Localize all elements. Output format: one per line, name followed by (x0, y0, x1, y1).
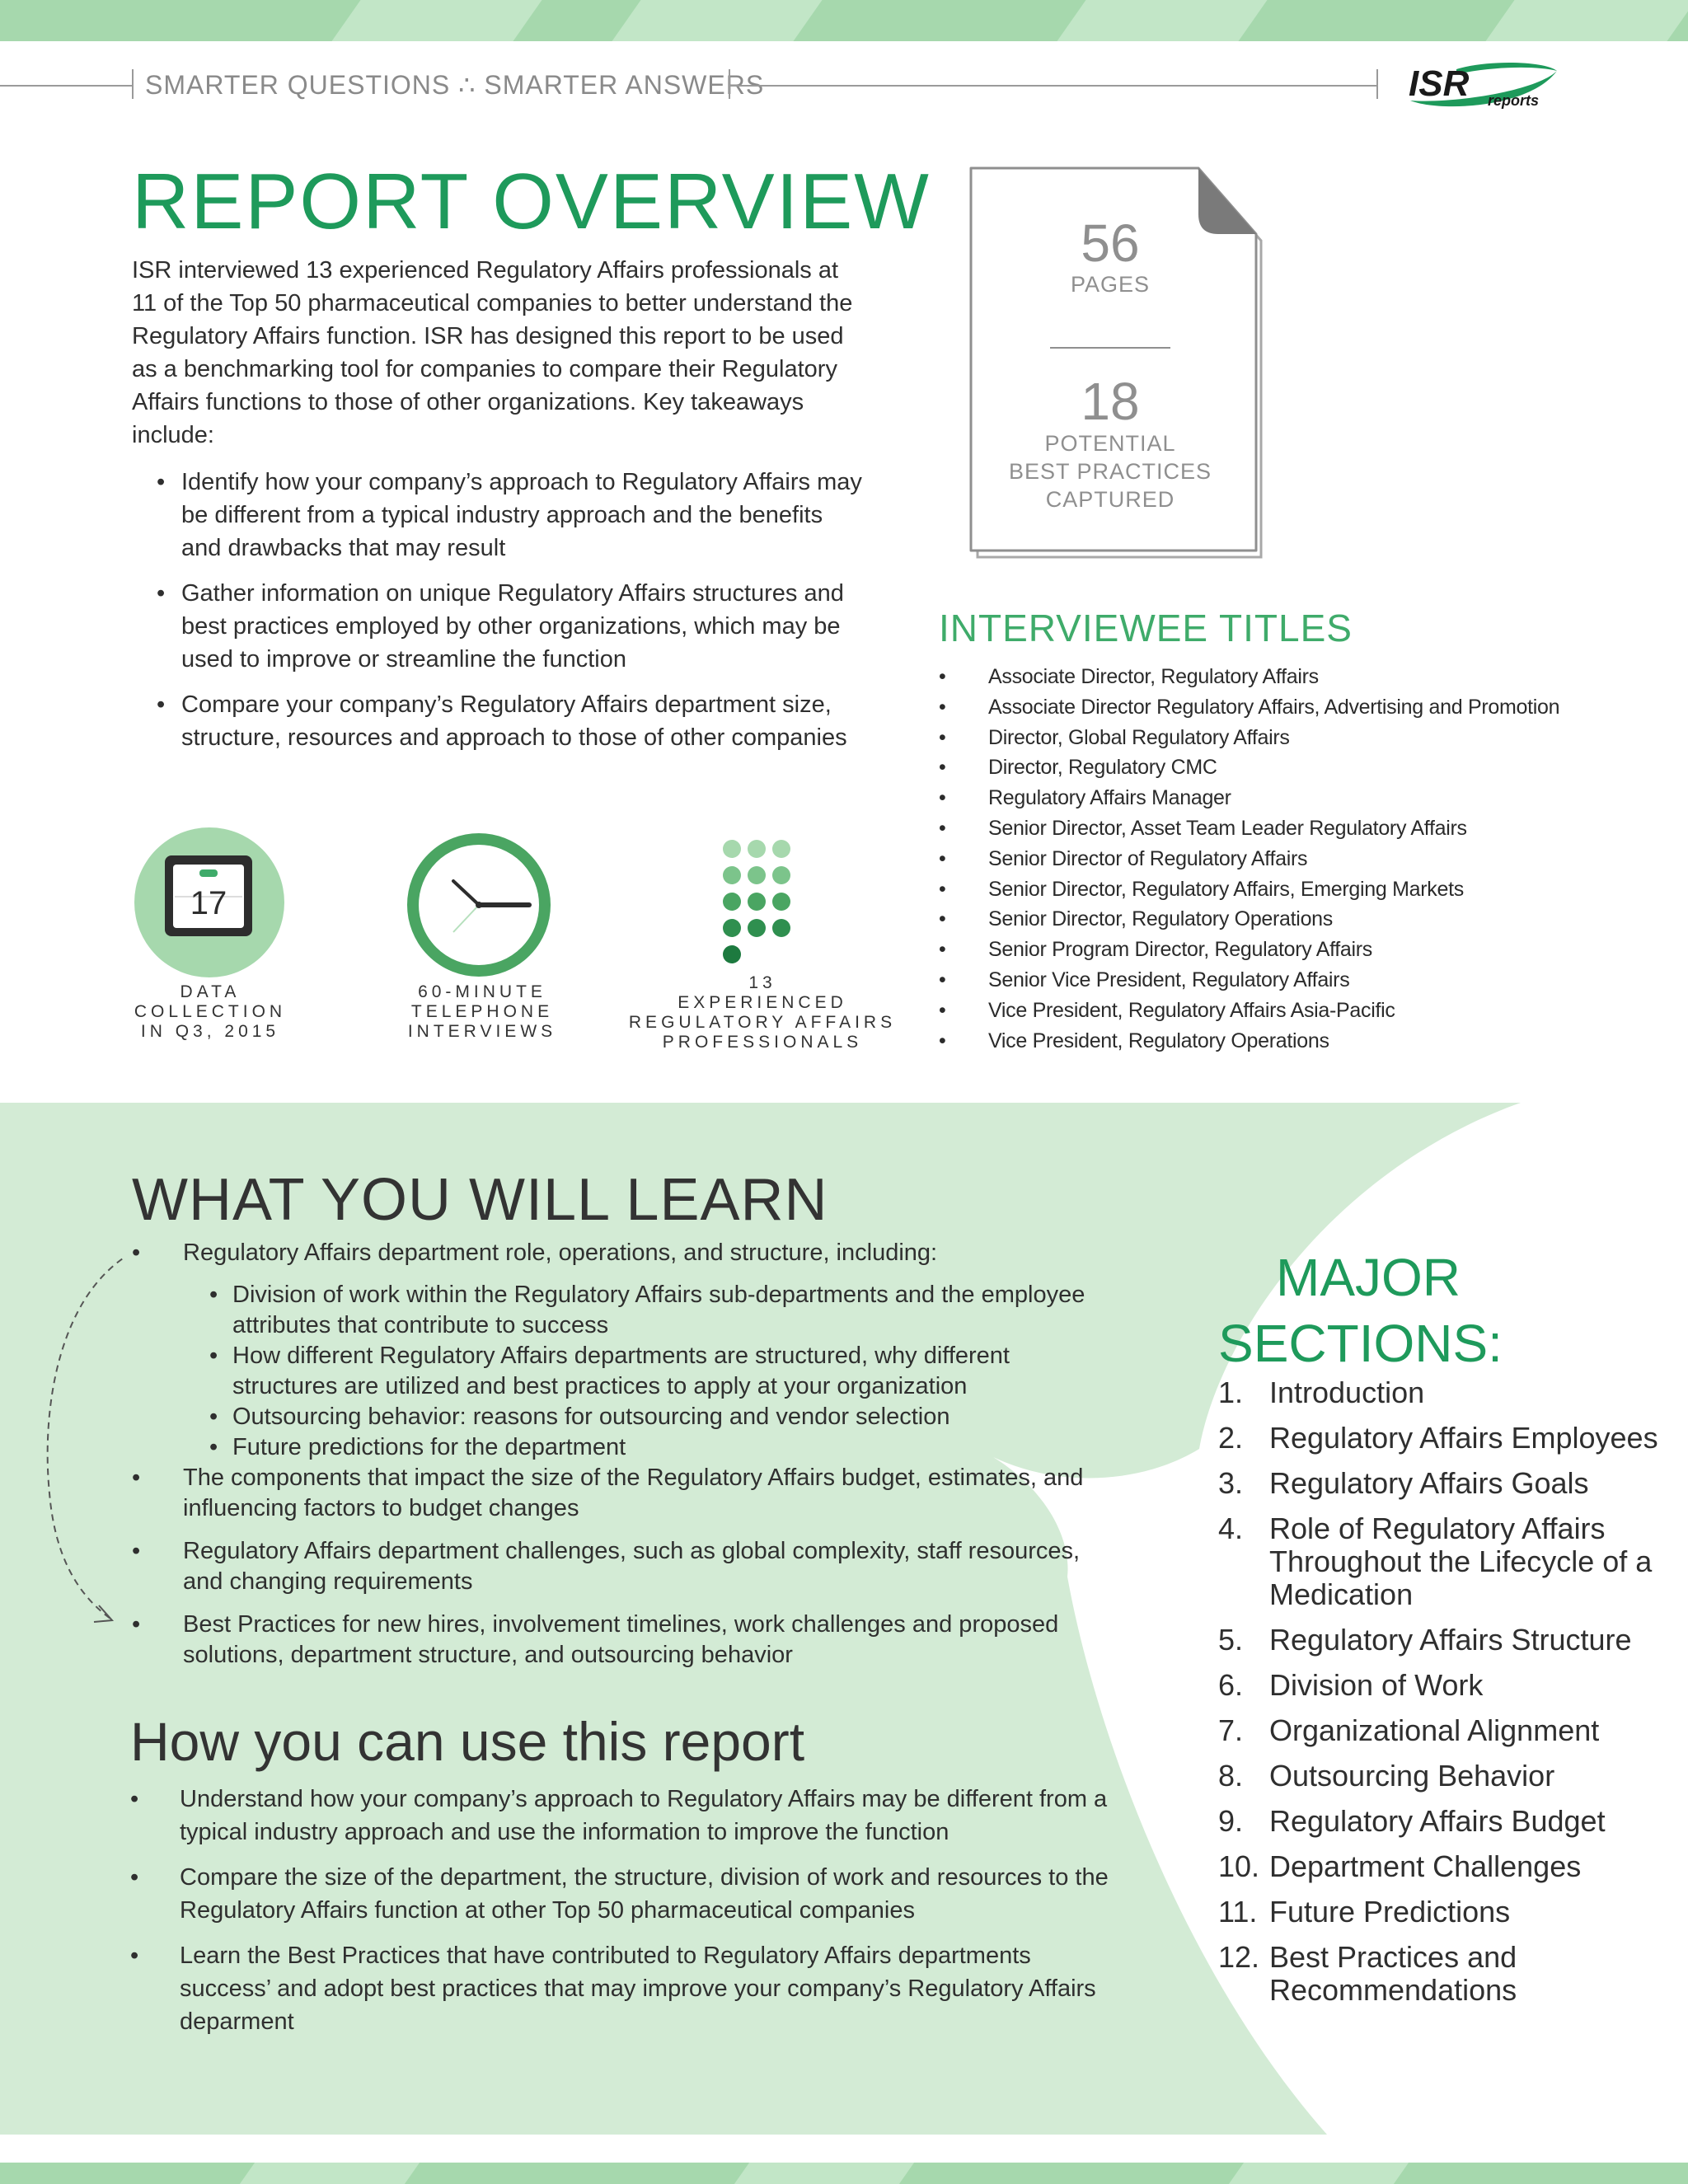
learn-item: • The components that impact the size of the Regulatory Affairs budget, estimates, and influencing factors to budget changes (132, 1463, 1104, 1524)
interviewee-title: • Senior Program Director, Regulatory Affairs (939, 935, 1559, 965)
people-dots-icon (720, 837, 803, 964)
dashed-arrow-icon (41, 1246, 124, 1625)
section-item: 2. Regulatory Affairs Employees (1218, 1421, 1658, 1455)
report-overview-title: REPORT OVERVIEW (132, 157, 931, 246)
section-item: 4. Role of Regulatory Affairs Throughout the Lifecycle of a Medication (1218, 1511, 1653, 1611)
takeaway-item: • Gather information on unique Regulatory Affairs structures and best practices employed by other organizations, which may be used to improve or streamline the function (157, 577, 865, 676)
learn-item: • Best Practices for new hires, involvement timelines, work challenges and proposed solutions, department structure, and outsourcing behavior (132, 1610, 1104, 1671)
learn-item: • Regulatory Affairs department challenges, such as global complexity, staff resources, and changing requirements (132, 1536, 1104, 1597)
practices-label: POTENTIAL (1044, 431, 1176, 456)
band-stripe (331, 0, 542, 41)
band-stripe (612, 0, 822, 41)
practices-value: 18 (1081, 372, 1140, 431)
dot (723, 945, 741, 963)
top-band (0, 0, 1688, 41)
section-item: 1. Introduction (1218, 1376, 1425, 1409)
use-item: • Compare the size of the department, the structure, division of work and resources to the Regulatory Affairs function at other Top 50 pharmaceutical companies (130, 1861, 1119, 1927)
section-item: 12. Best Practices and Recommendations (1218, 1940, 1517, 2007)
header-rule (0, 85, 132, 87)
bottom-band (0, 2163, 1688, 2184)
band-stripe (240, 2163, 420, 2184)
stat-professionals: 13 EXPERIENCED REGULATORY AFFAIRS PROFESSIONALS (628, 973, 897, 1052)
takeaway-item: • Identify how your company’s approach to Regulatory Affairs may be different from a typical industry approach and the benefits and drawbacks that may result (157, 466, 865, 565)
dot-row (723, 866, 790, 884)
practices-label: BEST PRACTICES (1008, 459, 1212, 484)
interviewee-title: • Vice President, Regulatory Affairs Asia-Pacific (939, 996, 1559, 1026)
learn-sublist (183, 1280, 1104, 1463)
calendar-icon (134, 827, 285, 978)
section-item: 5. Regulatory Affairs Structure (1218, 1623, 1632, 1657)
band-stripe (734, 2163, 914, 2184)
calendar-ring (199, 869, 218, 877)
interviewee-title: • Regulatory Affairs Manager (939, 783, 1559, 813)
use-item: • Learn the Best Practices that have contributed to Regulatory Affairs departments success’ and adopt best practices that may improve your company’s Regulatory Affairs deparment (130, 1939, 1119, 2038)
pages-label: PAGES (1070, 272, 1151, 297)
takeaways-list (157, 466, 865, 766)
stat-data-collection: DATA COLLECTION IN Q3, 2015 (134, 982, 287, 1041)
header-rule-tick (1376, 69, 1378, 99)
logo-swoosh (1456, 63, 1557, 74)
interviewee-title: • Senior Director, Regulatory Affairs, Emerging Markets (939, 874, 1559, 905)
interviewee-title: • Senior Director, Regulatory Operations (939, 904, 1559, 935)
tagline: SMARTER QUESTIONS ∴ SMARTER ANSWERS (145, 70, 765, 100)
dashed-arrow-path (48, 1253, 124, 1619)
logo-sub: reports (1488, 92, 1540, 109)
interviewee-title: • Vice President, Regulatory Operations (939, 1026, 1559, 1057)
overview-intro: ISR interviewed 13 experienced Regulatory Affairs professionals at 11 of the Top 50 pharmaceutical companies to better understand the Regulatory Affairs function. ISR has designed this report to be used as a benchmarking tool for companies to compare their Regulatory Affairs functions to those of other organizations. Key takeaways include: (132, 257, 853, 448)
section-item: 3. Regulatory Affairs Goals (1218, 1466, 1589, 1500)
header-rule (729, 85, 1378, 87)
section-item: 8. Outsourcing Behavior (1218, 1759, 1555, 1793)
band-stripe (1057, 0, 1267, 41)
header-rule-tick (132, 69, 134, 99)
dot-row (723, 893, 790, 911)
interviewee-title: • Senior Director, Asset Team Leader Regulatory Affairs (939, 813, 1559, 844)
learn-subitem: • How different Regulatory Affairs departments are structured, why different structures are utilized and best practices to apply at your organization (183, 1341, 1104, 1402)
dot-row (723, 840, 790, 858)
clock-pin (476, 902, 482, 908)
major-sections-list (1218, 1376, 1680, 2019)
stat-interviews: 60-MINUTE TELEPHONE INTERVIEWS (407, 982, 557, 1041)
learn-subitem: • Division of work within the Regulatory Affairs sub-departments and the employee attributes that contribute to success (183, 1280, 1104, 1341)
header-rule-tick (729, 69, 730, 99)
dot-row (723, 919, 790, 937)
calendar-day: 17 (190, 885, 227, 921)
learn-list (132, 1238, 1104, 1671)
band-stripe (1485, 0, 1688, 41)
pages-value: 56 (1081, 213, 1140, 273)
what-you-will-learn-heading: WHAT YOU WILL LEARN (132, 1167, 828, 1233)
major-sections-heading: MAJOR SECTIONS: (1218, 1248, 1503, 1373)
isr-reports-logo (1405, 58, 1562, 115)
interviewee-title: • Director, Global Regulatory Affairs (939, 723, 1559, 753)
section-item: 10. Department Challenges (1218, 1849, 1582, 1883)
interviewee-titles-heading: INTERVIEWEE TITLES (939, 607, 1353, 649)
section-item: 9. Regulatory Affairs Budget (1218, 1804, 1606, 1838)
interviewee-title: • Associate Director, Regulatory Affairs (939, 662, 1559, 692)
band-stripe (1229, 2163, 1409, 2184)
section-item: 6. Division of Work (1218, 1668, 1484, 1702)
learn-item: • Regulatory Affairs department role, operations, and structure, including: • Division of work within the Regulatory Affairs sub-departments and the employee attributes that contribute to success • How different Regulatory Affairs departments are structured, why different structures are utilized and best practices to apply at your organization • Outsourcing behavior: reasons for outsourcing and vendor selection • Future predictions for the department (132, 1238, 1104, 1463)
learn-subitem: • Future predictions for the department (183, 1432, 1104, 1463)
practices-label: CAPTURED (1045, 487, 1175, 512)
how-to-use-heading: How you can use this report (130, 1711, 805, 1772)
logo-main: ISR (1409, 63, 1470, 104)
interviewee-title: • Director, Regulatory CMC (939, 752, 1559, 783)
use-item: • Understand how your company’s approach to Regulatory Affairs may be different from a typical industry approach and use the information to improve the function (130, 1783, 1119, 1849)
section-item: 11. Future Predictions (1218, 1895, 1511, 1929)
clock-icon (406, 832, 552, 978)
learn-subitem: • Outsourcing behavior: reasons for outsourcing and vendor selection (183, 1402, 1104, 1432)
use-list (130, 1783, 1119, 2050)
interviewee-title: • Senior Vice President, Regulatory Affairs (939, 965, 1559, 996)
interviewee-title: • Associate Director Regulatory Affairs, Advertising and Promotion (939, 692, 1559, 723)
interviewee-title: • Senior Director of Regulatory Affairs (939, 844, 1559, 874)
interviewee-titles-list (939, 662, 1559, 1056)
takeaway-item: • Compare your company’s Regulatory Affairs department size, structure, resources and approach to those of other companies (157, 688, 865, 754)
section-item: 7. Organizational Alignment (1218, 1713, 1600, 1747)
